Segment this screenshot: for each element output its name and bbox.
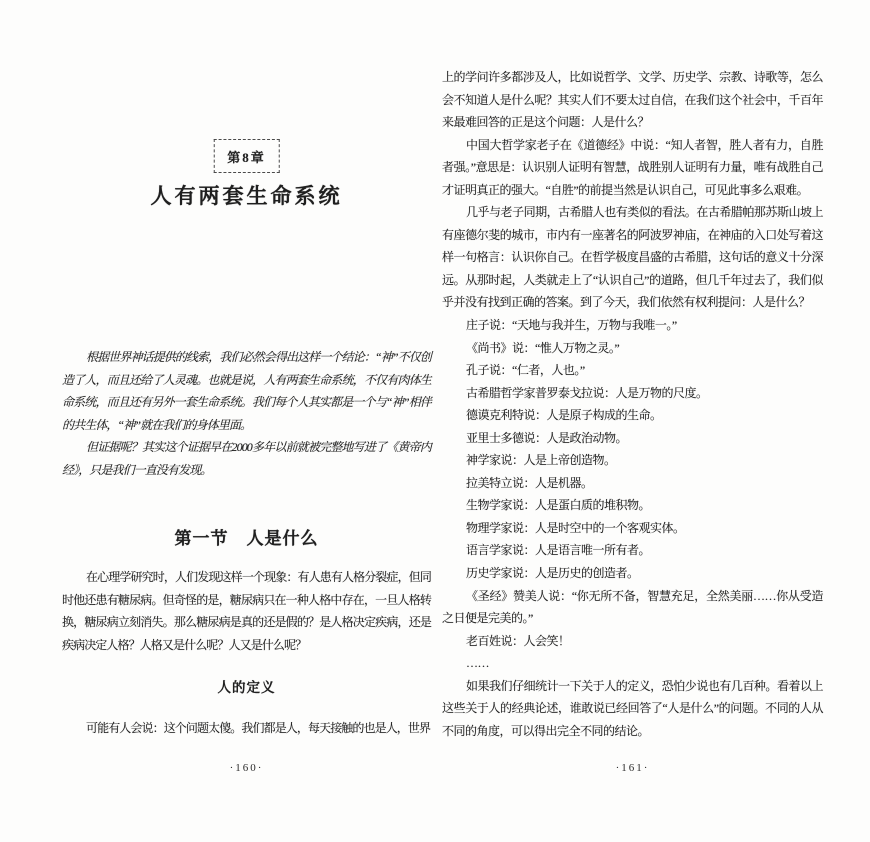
chapter-badge: 第8章 — [213, 139, 280, 173]
definition-line: 语言学家说：人是语言唯一所有者。 — [466, 543, 651, 558]
right-page-content — [442, 66, 823, 742]
definition-line: 历史学家说：人是历史的创造者。 — [466, 566, 639, 581]
ellipsis-line: …… — [466, 656, 489, 671]
chapter-title: 人有两套生命系统 — [150, 184, 343, 208]
closing-paragraph: 如果我们仔细统计一下关于人的定义，恐怕少说也有几百种。看着以上这些关于人的经典论述，谁敢说已经回答了“人是什么”的问题。不同的人从不同的角度，可以得出完全不同的结论。 — [442, 678, 823, 738]
page-number-right: ·161· — [615, 762, 650, 774]
chapter-intro — [62, 346, 431, 481]
definition-line: 老百姓说：人会笑！ — [466, 633, 570, 648]
definition-line: 物理学家说：人是时空中的一个客观实体。 — [466, 520, 685, 535]
intro-paragraph: 根据世界神话提供的线索，我们必然会得出这样一个结论：“神”不仅创造了人，而且还给了人灵魂。也就是说，人有两套生命系统，不仅有肉体生命系统，而且还有另外一套生命系统。我们每个人其实都是一个与“神”相伴的共生体，“神”就在我们的身体里面。 — [62, 350, 431, 432]
definition-line: 拉美特立说：人是机器。 — [466, 475, 593, 490]
definition-line: 庄子说：“天地与我并生，万物与我唯一。” — [466, 318, 677, 333]
definition-line: 《尚书》说：“惟人万物之灵。” — [466, 340, 620, 355]
body-paragraph: 在心理学研究时，人们发现这样一个现象：有人患有人格分裂症，但同时他还患有糖尿病。但奇怪的是，糖尿病只在一种人格中存在，一旦人格转换，糖尿病立刻消失。那么糖尿病是真的还是假的？是人格决定疾病，还是疾病决定人格？人格又是什么呢？人又是什么呢？ — [62, 570, 431, 652]
body-paragraph: 上的学问许多都涉及人，比如说哲学、文学、历史学、宗教、诗歌等，怎么会不知道人是什么呢？其实人们不要太过自信，在我们这个社会中，千百年来最难回答的正是这个问题：人是什么？ — [442, 70, 823, 130]
definition-line: 德谟克利特说：人是原子构成的生命。 — [466, 408, 662, 423]
definition-line: 《圣经》赞美人说：“你无所不备，智慧充足，全然美丽……你从受造之日便是完美的。” — [442, 588, 823, 626]
sub-heading: 人的定义 — [217, 680, 276, 695]
page-left — [62, 0, 431, 842]
definition-line: 神学家说：人是上帝创造物。 — [466, 453, 616, 468]
intro-paragraph: 但证据呢？其实这个证据早在2000多年以前就被完整地写进了《黄帝内经》，只是我们一直没有发现。 — [62, 440, 431, 477]
section-heading: 第一节 人是什么 — [174, 529, 319, 548]
continuation-paragraph: 可能有人会说：这个问题太傻。我们都是人，每天接触的也是人，世界 — [86, 721, 431, 735]
page-right — [442, 0, 823, 842]
definition-line: 古希腊哲学家普罗泰戈拉说：人是万物的尺度。 — [466, 385, 708, 400]
definition-line: 生物学家说：人是蛋白质的堆积物。 — [466, 498, 651, 513]
page-number-left: ·160· — [229, 762, 264, 774]
body-paragraph: 几乎与老子同期，古希腊人也有类似的看法。在古希腊帕那苏斯山坡上有座德尔斐的城市，市内有一座著名的阿波罗神庙，在神庙的入口处写着这样一句格言：认识你自己。在哲学极度昌盛的古希腊，这句话的意义十分深远。从那时起，人类就走上了“认识自己”的道路，但几千年过去了，我们似乎并没有找到正确的答案。到了今天，我们依然有权利提问：人是什么？ — [442, 205, 823, 310]
definition-line: 亚里士多德说：人是政治动物。 — [466, 430, 628, 445]
body-paragraph: 中国大哲学家老子在《道德经》中说：“知人者智，胜人者有力，自胜者强。”意思是：认识别人证明有智慧，战胜别人证明有力量，唯有战胜自己才证明真正的强大。“自胜”的前提当然是认识自己，可见此事多么艰难。 — [442, 137, 823, 197]
definition-line: 孔子说：“仁者，人也。” — [466, 363, 585, 378]
